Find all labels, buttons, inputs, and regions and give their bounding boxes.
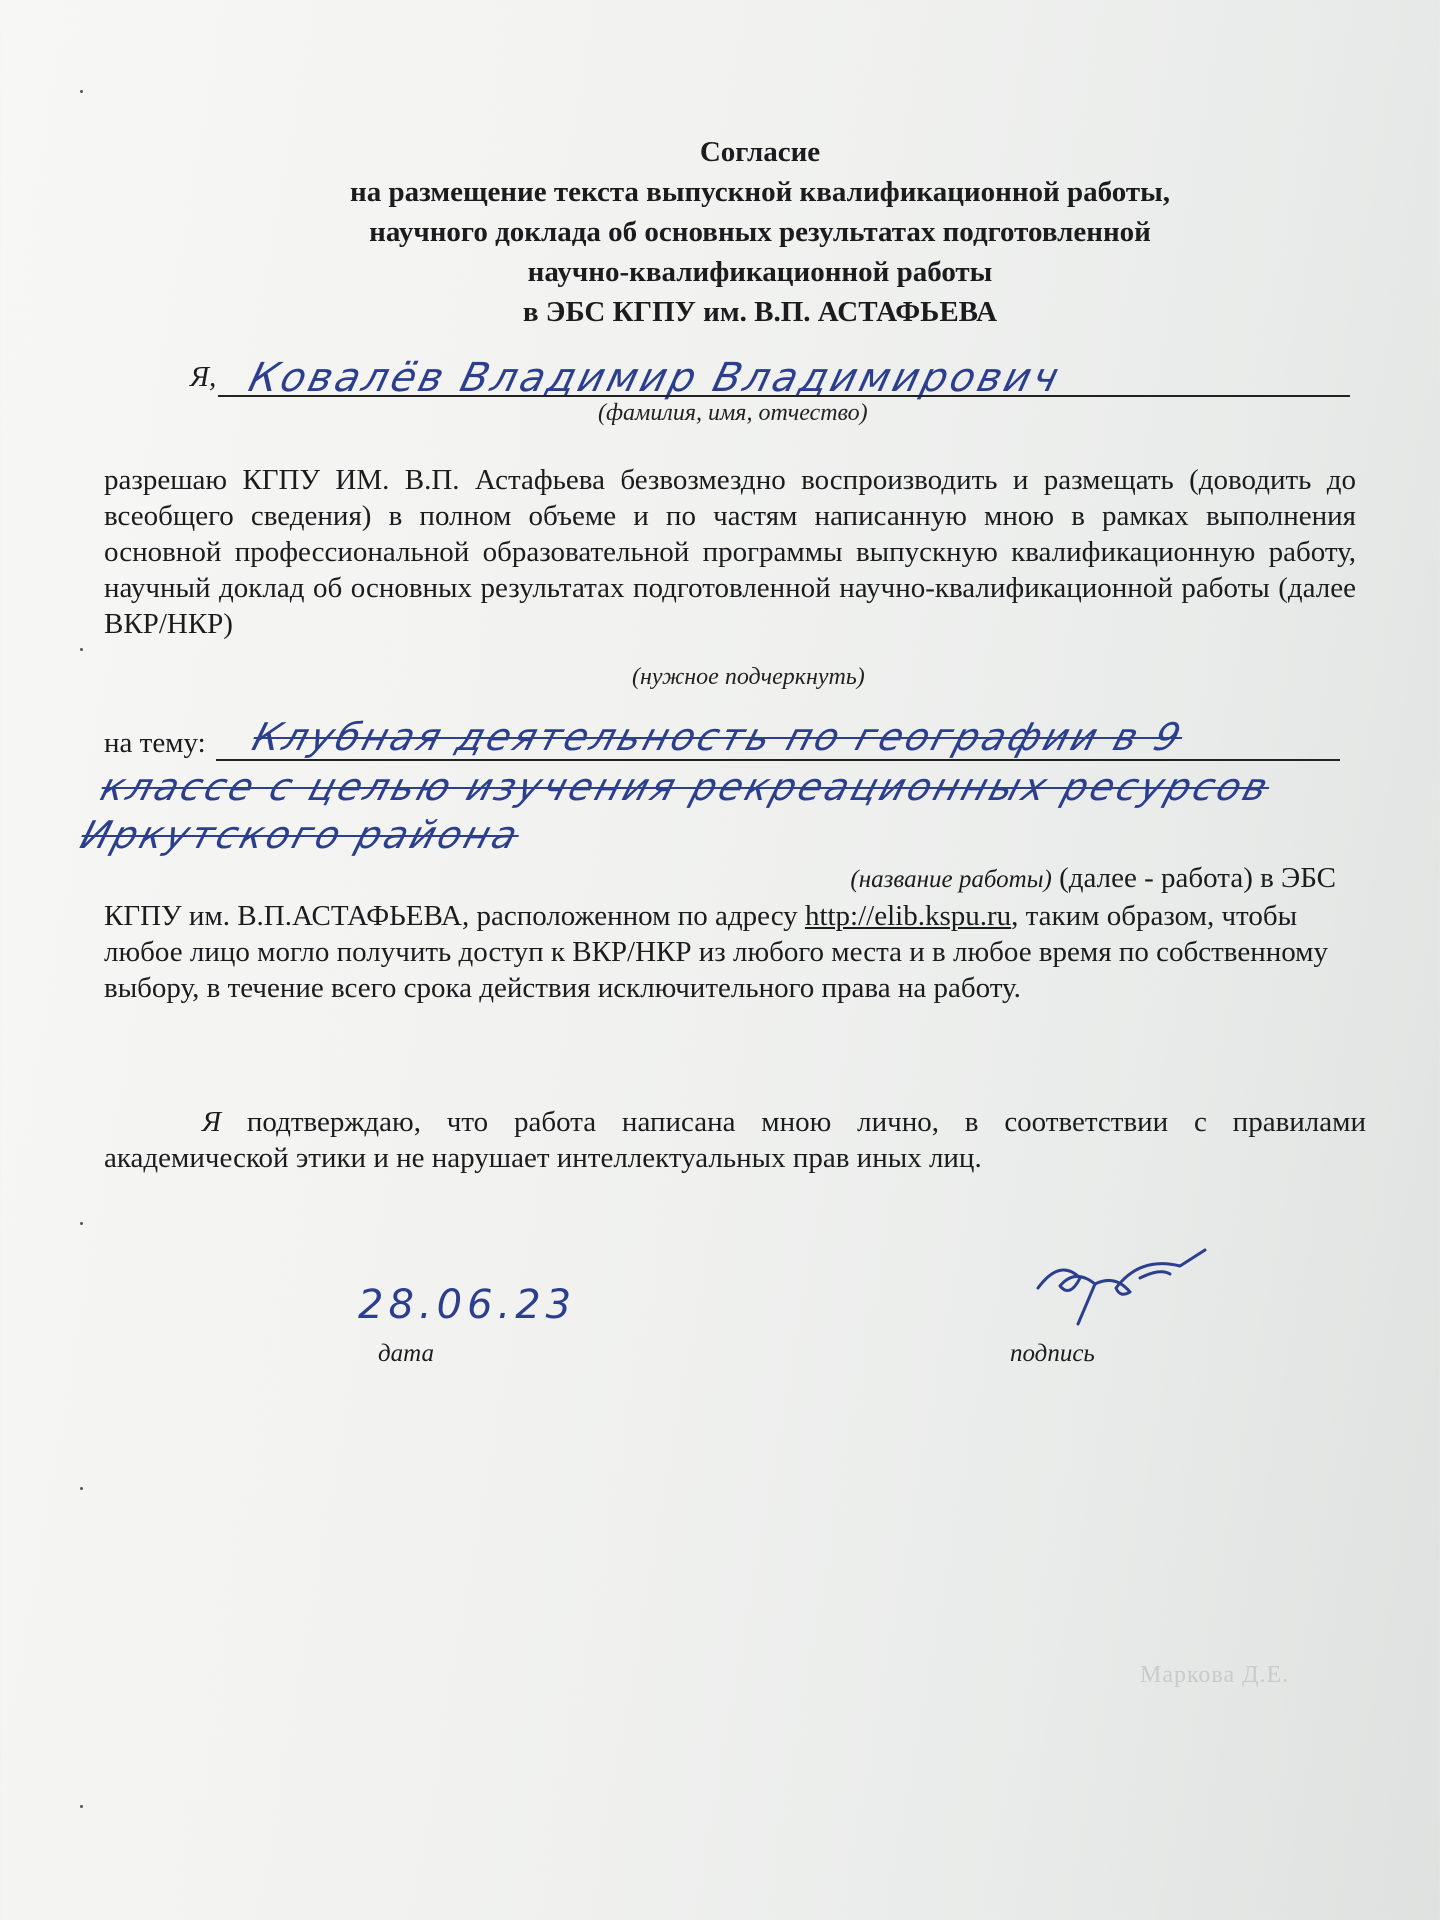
name-prefix: Я, [190, 361, 217, 393]
name-caption: (фамилия, имя, отчество) [598, 400, 868, 426]
handwritten-full-name: Ковалёв Владимир Владимирович [244, 355, 1067, 401]
theme-field [75, 715, 1394, 865]
signature-label: подпись [1010, 1340, 1095, 1367]
title-line-3: научного доклада об основных результатах подготовленной [369, 216, 1151, 248]
access-text-before-link: КГПУ им. В.П.АСТАФЬЕВА, расположенном по адресу [104, 900, 805, 932]
theme-label: на тему: [104, 727, 206, 759]
paper-speck [80, 648, 83, 651]
handwritten-date: 28.06.23 [358, 1282, 577, 1328]
access-paragraph [104, 898, 1366, 1006]
confirmation-first-word: Я [202, 1106, 222, 1138]
handwritten-signature-icon [1020, 1248, 1220, 1328]
work-name-line [850, 862, 1336, 895]
paper-speck [80, 1222, 83, 1225]
permission-paragraph: разрешаю КГПУ ИМ. В.П. Астафьева безвозмездно воспроизводить и размещать (доводить до всеобщего сведения) в полном объеме и по частям написанную мною в рамках выполнения основной профессиональной образовательной программы выпускную квалификационную работу, научный доклад об основных результатах подготовленной научно-квалификационной работы (далее ВКР/НКР) [104, 464, 1356, 640]
name-underline [218, 395, 1350, 397]
handwritten-theme-line-2: классе с целью изучения рекреационных ресурсов [95, 765, 1276, 809]
confirmation-text: подтверждаю, что работа написана мною лично, в соответствии с правилами академической этики и не нарушает интеллектуальных прав иных лиц. [104, 1106, 1366, 1174]
title-line-5: в ЭБС КГПУ им. В.П. АСТАФЬЕВА [522, 296, 998, 328]
paper-speck [80, 1487, 83, 1490]
confirmation-paragraph [104, 1104, 1366, 1176]
handwritten-theme-line-3: Иркутского района [75, 813, 526, 857]
elib-link[interactable]: http://elib.kspu.ru [804, 900, 1012, 932]
document-title [0, 132, 1440, 332]
title-line-4: научно-квалификационной работы [527, 256, 993, 288]
access-text-after-link: , таким образом, чтобы любое лицо могло получить доступ к ВКР/НКР из любого места и в любое время по собственному выбору, в течение всего срока действия исключительного права на работу. [104, 900, 1329, 1004]
paper-speck [80, 90, 83, 93]
underline-caption: (нужное подчеркнуть) [632, 664, 865, 690]
name-field [190, 355, 1350, 401]
title-line-2: на размещение текста выпускной квалификационной работы, [350, 176, 1170, 208]
work-name-continuation: (далее - работа) в ЭБС [1059, 862, 1336, 894]
date-label: дата [378, 1340, 435, 1367]
bleed-through-text: Маркова Д.Е. [1140, 1662, 1290, 1688]
theme-underline [216, 759, 1340, 761]
handwritten-theme-line-1: Клубная деятельность по географии в 9 [247, 715, 1189, 759]
work-name-caption: (название работы) [850, 866, 1052, 893]
paper-speck [80, 1805, 83, 1808]
title-line-1: Согласие [699, 136, 821, 168]
